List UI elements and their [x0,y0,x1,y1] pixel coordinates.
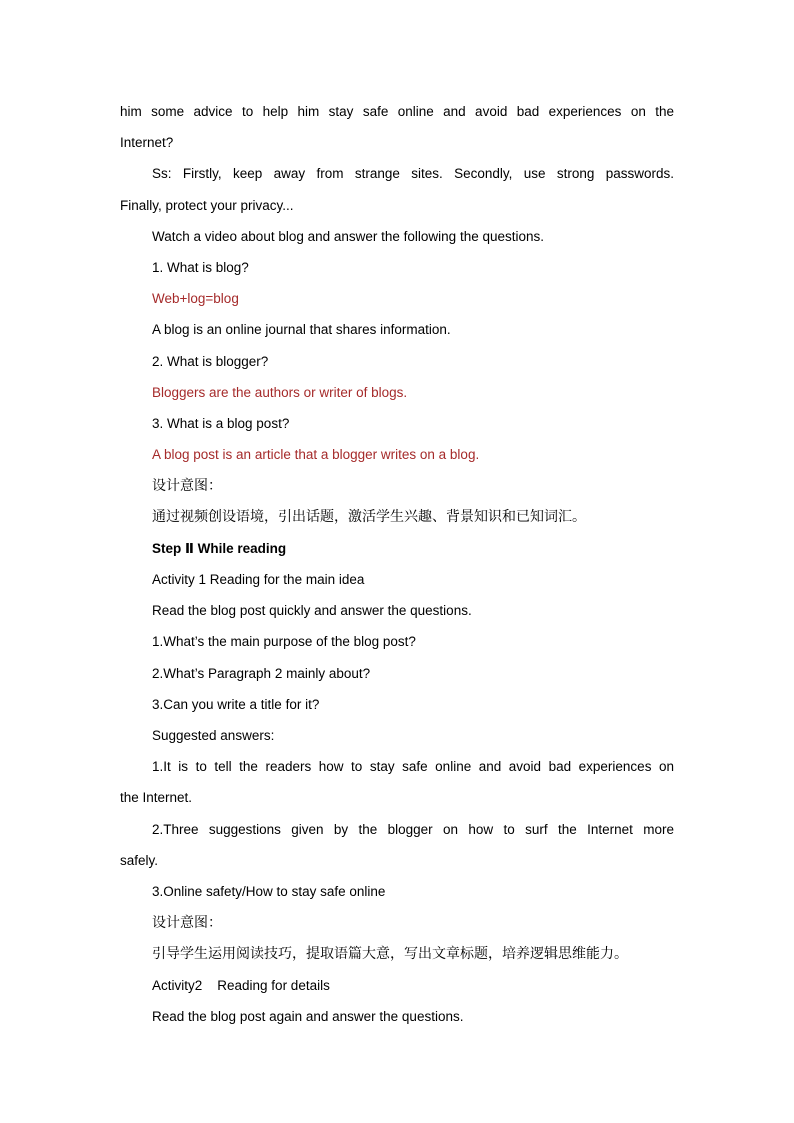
design-intent-text: 引导学生运用阅读技巧，提取语篇大意，写出文章标题，培养逻辑思维能力。 [152,946,628,962]
answer-text-line: 1.It is to tell the readers how to stay safe online and avoid bad experiences on [152,759,674,774]
question-line: 1. What is blog? [152,260,249,275]
answer-text-line: the Internet. [120,790,193,805]
question-line: 3. What is a blog post? [152,416,290,431]
activity-heading: Activity 1 Reading for the main idea [152,572,365,587]
paragraph-line: Ss: Firstly, keep away from strange sites. Secondly, use strong passwords. [152,166,674,181]
question-line: 2. What is blogger? [152,354,269,369]
paragraph-line: Internet? [120,135,174,150]
answer-text-line: safely. [120,853,159,868]
paragraph-line: Read the blog post again and answer the questions. [152,1009,464,1024]
answer-line: Web+log=blog [152,291,239,306]
design-intent-heading: 设计意图： [152,915,222,931]
question-line: 3.Can you write a title for it? [152,697,320,712]
paragraph-line: Suggested answers: [152,728,275,743]
paragraph-line: Finally, protect your privacy... [120,198,294,213]
answer-line: A blog post is an article that a blogger writes on a blog. [152,447,480,462]
question-line: 1.What’s the main purpose of the blog post? [152,634,416,649]
section-heading: Step Ⅱ While reading [152,541,287,556]
paragraph-line: Read the blog post quickly and answer the questions. [152,603,472,618]
paragraph-line: him some advice to help him stay safe online and avoid bad experiences on the [120,104,674,119]
answer-text-line: 2.Three suggestions given by the blogger on how to surf the Internet more [152,822,674,837]
design-intent-heading: 设计意图： [152,478,222,494]
question-line: 2.What’s Paragraph 2 mainly about? [152,666,371,681]
design-intent-text: 通过视频创设语境，引出话题，激活学生兴趣、背景知识和已知词汇。 [152,509,586,525]
answer-line: Bloggers are the authors or writer of blogs. [152,385,408,400]
activity-heading: Activity2 Reading for details [152,978,330,993]
paragraph-line: A blog is an online journal that shares information. [152,322,451,337]
answer-text-line: 3.Online safety/How to stay safe online [152,884,386,899]
paragraph-line: Watch a video about blog and answer the following the questions. [152,229,545,244]
